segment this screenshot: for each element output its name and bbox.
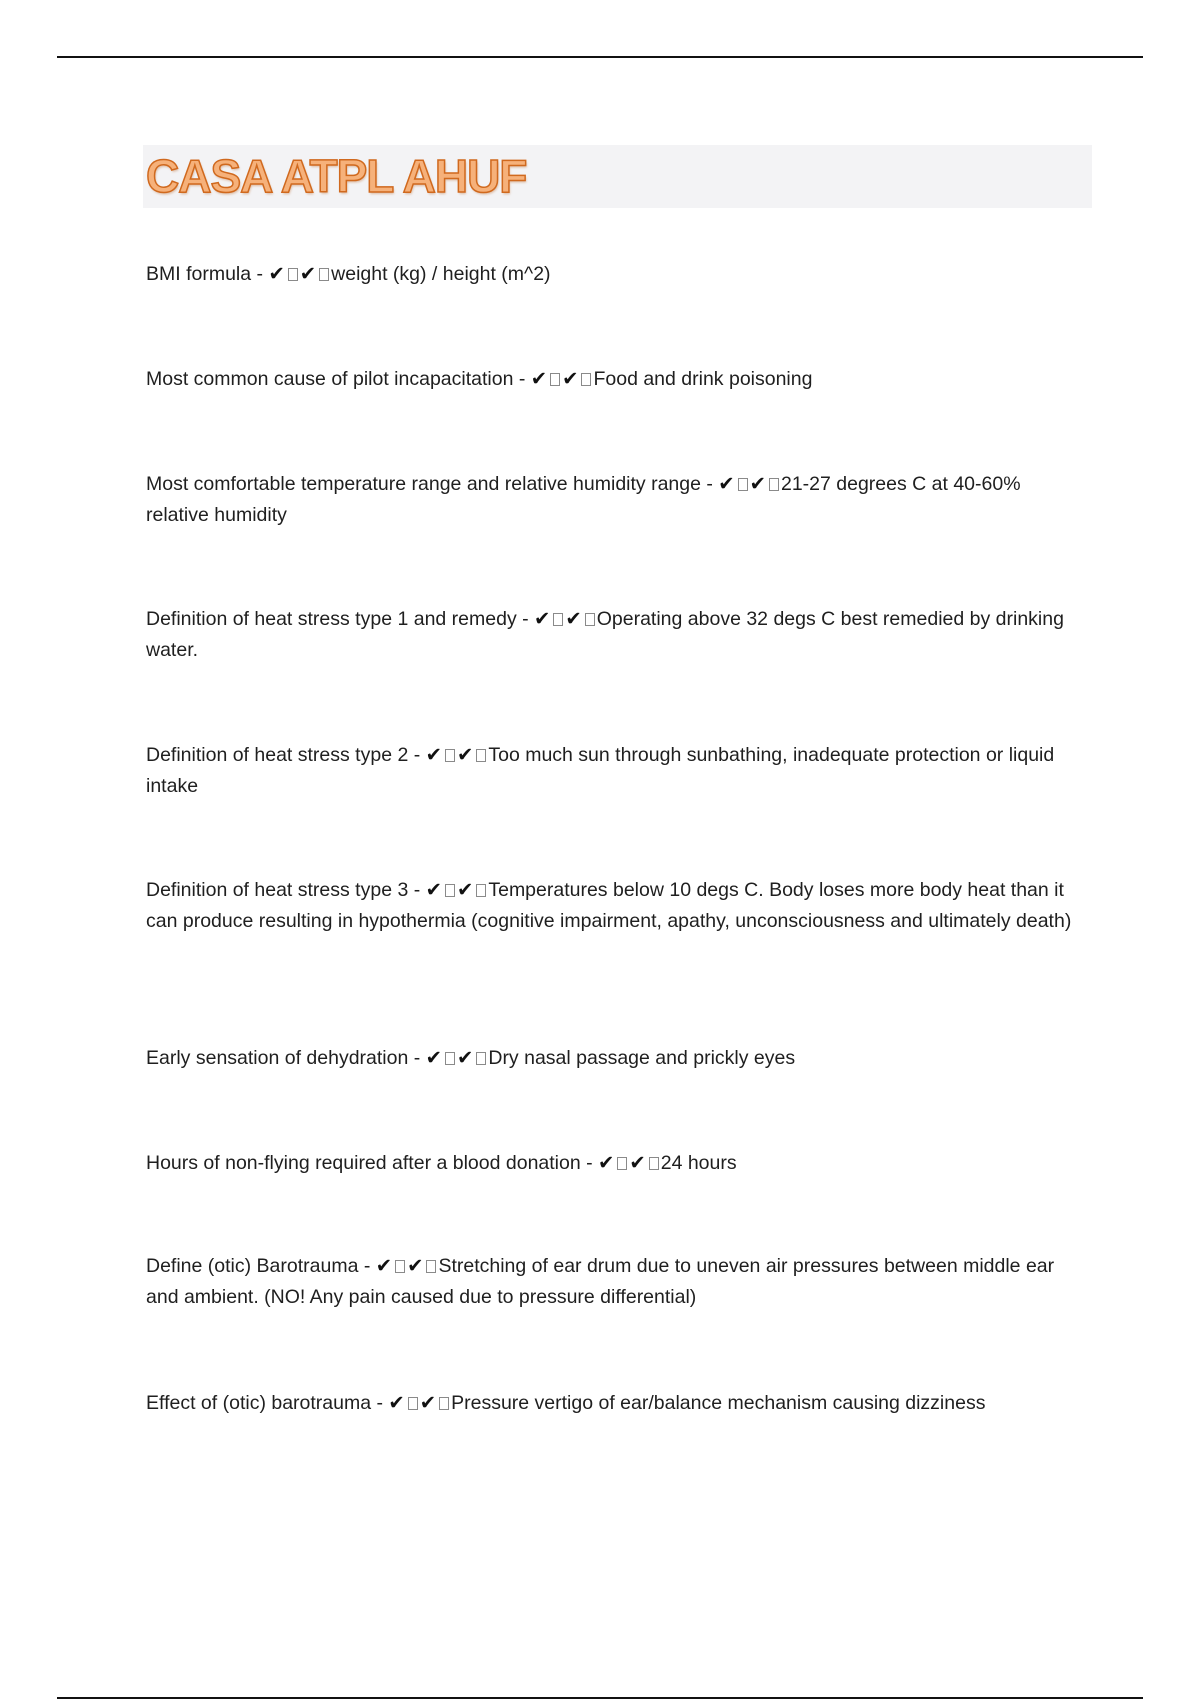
header-rule [57,56,1143,58]
check-icon: ✔ [598,1152,615,1174]
question-text: Most comfortable temperature range and relative humidity range [146,473,701,495]
separator: - [408,744,426,766]
check-icon: ✔ [457,1047,474,1069]
missing-glyph-icon [769,478,779,491]
missing-glyph-icon [445,1052,455,1065]
answer-marker [718,473,781,495]
missing-glyph-icon [581,373,591,386]
missing-glyph-icon [288,268,298,281]
qa-item [146,875,1080,937]
question-text: BMI formula [146,263,252,285]
separator: - [408,1047,426,1069]
check-icon: ✔ [425,879,442,901]
answer-text: Operating above 32 degs C best remedied by drinking water. [146,608,1064,661]
missing-glyph-icon [445,884,455,897]
qa-item [146,469,1080,531]
answer-marker [598,1152,661,1174]
qa-item [146,1043,1080,1074]
check-icon: ✔ [457,744,474,766]
missing-glyph-icon [426,1260,436,1273]
answer-text: Food and drink poisoning [593,368,813,390]
check-icon: ✔ [425,744,442,766]
check-icon: ✔ [562,368,579,390]
check-icon: ✔ [749,473,766,495]
check-icon: ✔ [457,879,474,901]
separator: - [358,1255,376,1277]
separator: - [516,608,535,630]
question-text: Define (otic) Barotrauma [146,1255,359,1277]
missing-glyph-icon [585,613,595,626]
check-icon: ✔ [530,368,548,390]
missing-glyph-icon [476,749,486,762]
question-text: Definition of heat stress type 1 and remedy [146,608,517,630]
missing-glyph-icon [408,1397,418,1410]
question-text: Effect of (otic) barotrauma [146,1392,372,1414]
check-icon: ✔ [629,1152,646,1174]
missing-glyph-icon [395,1260,405,1273]
answer-text: Temperatures below 10 degs C. Body loses more body heat than it can produce resulting in hypothermia (cognitive impairment, apathy, unconsciousness and ultimately death) [146,879,1072,932]
document-title: CASA ATPL AHUF [146,150,527,202]
answer-marker [534,608,597,630]
answer-marker [426,1047,489,1069]
check-icon: ✔ [565,608,582,630]
check-icon: ✔ [718,473,735,495]
answer-text: 21-27 degrees C at 40-60% relative humidity [146,473,1021,526]
check-icon: ✔ [419,1392,437,1414]
answer-text: Stretching of ear drum due to uneven air pressures between middle ear and ambient. (NO! Any pain caused due to pressure differential) [146,1255,1055,1308]
missing-glyph-icon [553,613,563,626]
qa-item [146,1148,1080,1179]
answer-marker [531,368,594,390]
answer-marker [268,263,331,285]
answer-text: Pressure vertigo of ear/balance mechanism causing dizziness [451,1392,986,1414]
check-icon: ✔ [388,1392,405,1414]
question-text: Hours of non-flying required after a blood donation [146,1152,581,1174]
qa-item [146,1388,1080,1419]
missing-glyph-icon [445,749,455,762]
answer-text: 24 hours [660,1152,737,1174]
missing-glyph-icon [649,1157,659,1170]
missing-glyph-icon [439,1397,449,1410]
separator: - [513,368,531,390]
footer-rule [57,1697,1143,1699]
separator: - [700,473,719,495]
separator: - [408,879,426,901]
missing-glyph-icon [617,1157,627,1170]
check-icon: ✔ [425,1047,443,1069]
question-text: Definition of heat stress type 3 [146,879,409,901]
qa-item [146,1251,1080,1313]
check-icon: ✔ [375,1255,393,1277]
check-icon: ✔ [299,263,317,285]
answer-text: Too much sun through sunbathing, inadequate protection or liquid intake [146,744,1055,797]
check-icon: ✔ [407,1255,424,1277]
answer-text: Dry nasal passage and prickly eyes [488,1047,796,1069]
missing-glyph-icon [319,268,329,281]
separator: - [580,1152,599,1174]
qa-item [146,259,1080,290]
missing-glyph-icon [476,1052,486,1065]
separator: - [371,1392,389,1414]
answer-text: weight (kg) / height (m^2) [331,263,551,285]
check-icon: ✔ [534,608,551,630]
answer-marker [426,879,489,901]
question-text: Early sensation of dehydration [146,1047,409,1069]
missing-glyph-icon [738,478,748,491]
missing-glyph-icon [476,884,486,897]
check-icon: ✔ [268,263,285,285]
question-text: Definition of heat stress type 2 [146,744,409,766]
missing-glyph-icon [550,373,560,386]
qa-item [146,740,1080,802]
title-banner [143,145,1092,208]
qa-item [146,364,1080,395]
answer-marker [388,1392,451,1414]
answer-marker [426,744,489,766]
answer-marker [376,1255,439,1277]
separator: - [251,263,269,285]
qa-item [146,604,1080,666]
question-text: Most common cause of pilot incapacitation [146,368,514,390]
